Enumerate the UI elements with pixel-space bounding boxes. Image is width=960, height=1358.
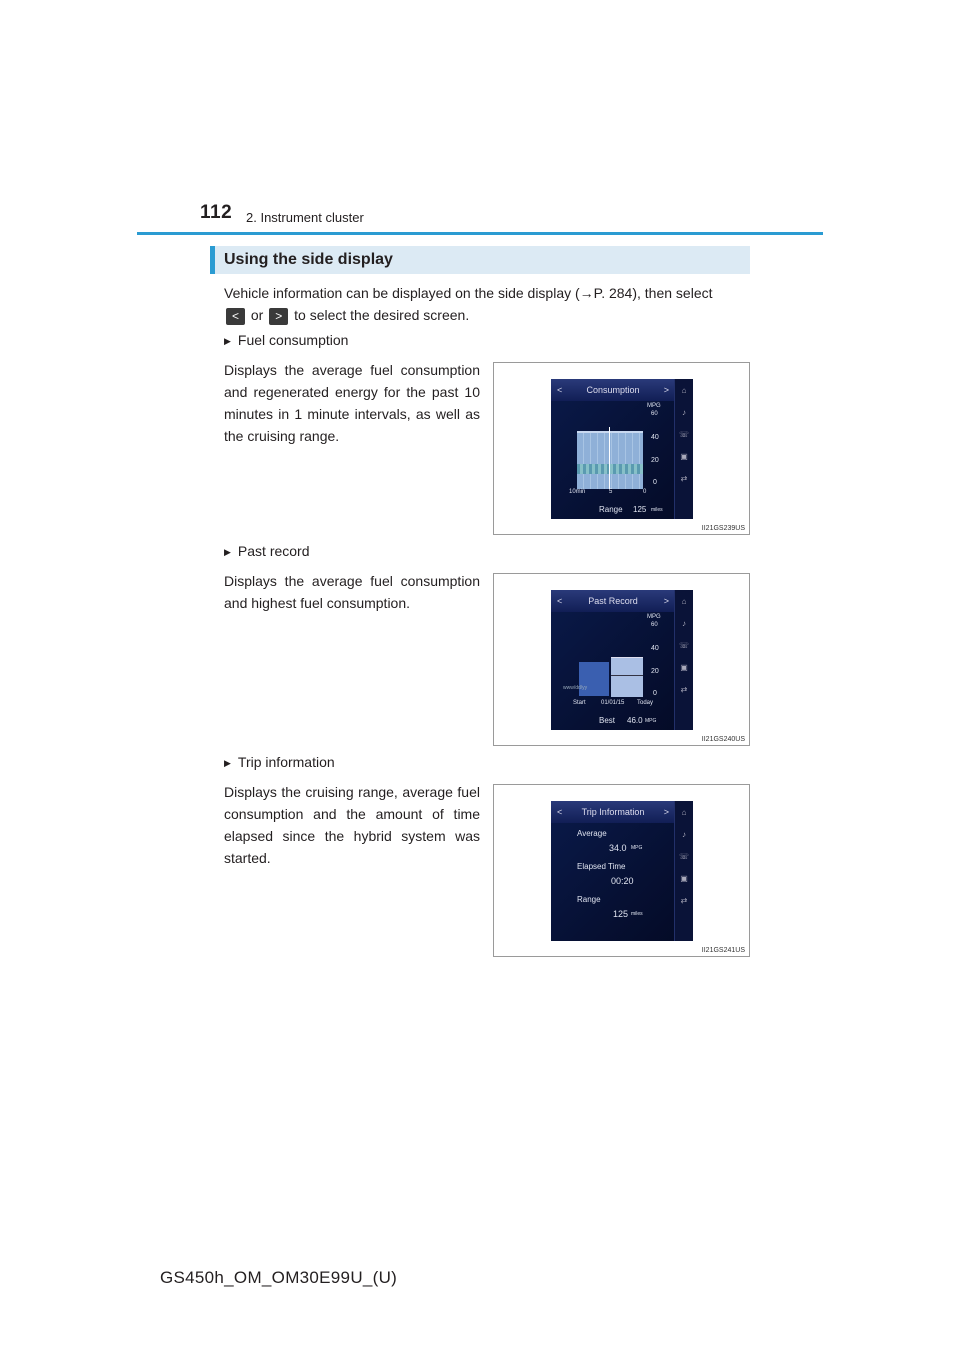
intro-part1: Vehicle information can be displayed on the side display ( xyxy=(224,285,580,301)
side-menu xyxy=(674,379,693,519)
swap-icon: ⇄ xyxy=(680,685,688,694)
chevron-left-icon: < xyxy=(557,596,563,606)
figure-past-record xyxy=(493,573,750,746)
intro-text xyxy=(224,282,748,326)
y-tick: 60 xyxy=(651,622,658,628)
y-tick: 40 xyxy=(651,645,659,652)
figure-consumption xyxy=(493,362,750,535)
average-label: Average xyxy=(577,829,607,838)
section-title: Using the side display xyxy=(224,251,393,268)
elapsed-value: 00:20 xyxy=(611,876,634,886)
chevron-right-icon: > xyxy=(663,807,669,817)
phone-icon: ☏ xyxy=(678,641,689,650)
swap-icon: ⇄ xyxy=(680,474,688,483)
intro-part3: to select the desired screen. xyxy=(294,307,470,323)
avg-line xyxy=(611,675,643,676)
y-tick: 40 xyxy=(651,434,659,441)
screen-topbar xyxy=(551,379,675,401)
music-icon: ♪ xyxy=(682,830,686,839)
bullet-fuel-consumption xyxy=(224,332,348,348)
regen-band xyxy=(577,464,643,474)
average-unit: MPG xyxy=(631,845,643,851)
y-tick: 20 xyxy=(651,668,659,675)
side-menu xyxy=(674,801,693,941)
average-value: 34.0 xyxy=(609,843,627,853)
y-tick: 0 xyxy=(653,479,657,486)
vehicle-info-icon: ▣ xyxy=(680,452,688,461)
range-label: Range xyxy=(577,895,601,904)
arrow-icon: → xyxy=(579,285,594,301)
bullet-label: Trip information xyxy=(237,754,335,770)
x-tick: 0 xyxy=(643,489,647,495)
x-tick: 01/01/15 xyxy=(601,700,625,706)
desc-fuel-consumption: Displays the average fuel consumption and regenerated energy for the past 10 minutes in 1 minute intervals, as well as the cruising range. xyxy=(224,362,480,444)
range-label: Range xyxy=(599,505,623,514)
unit-label: MPG xyxy=(647,614,661,620)
music-icon: ♪ xyxy=(682,619,686,628)
swap-icon: ⇄ xyxy=(680,896,688,905)
past-record-screen xyxy=(551,590,693,730)
y-tick: 60 xyxy=(651,411,658,417)
x-tick: Start xyxy=(573,700,586,706)
page-number: 112 xyxy=(200,202,233,223)
chevron-right-icon: > xyxy=(663,385,669,395)
bullet-label: Fuel consumption xyxy=(237,332,349,348)
range-unit: miles xyxy=(651,507,663,513)
best-value: 46.0 xyxy=(627,716,643,725)
intro-or: or xyxy=(250,307,264,323)
right-button-icon: > xyxy=(269,308,288,325)
chevron-left-icon: < xyxy=(557,807,563,817)
header-rule xyxy=(137,232,823,235)
screen-title: Past Record xyxy=(588,596,638,606)
vehicle-info-icon: ▣ xyxy=(680,874,688,883)
desc-trip-information: Displays the cruising range, average fuel consumption and the amount of time elapsed since the hybrid system was started. xyxy=(224,784,480,866)
y-tick: 0 xyxy=(653,690,657,697)
screen-topbar xyxy=(551,590,675,612)
screen-topbar xyxy=(551,801,675,823)
home-icon: ⌂ xyxy=(681,386,687,395)
music-icon: ♪ xyxy=(682,408,686,417)
best-unit: MPG xyxy=(645,718,657,724)
chapter-title: 2. Instrument cluster xyxy=(246,210,364,225)
range-value: 125 xyxy=(633,505,647,514)
section-header xyxy=(210,246,750,274)
trip-info-screen xyxy=(551,801,693,941)
range-value: 125 xyxy=(613,909,629,919)
date-label: www/dd/yy xyxy=(563,685,588,691)
screen-title: Trip Information xyxy=(581,807,645,817)
x-tick: Today xyxy=(637,700,654,706)
left-button-icon: < xyxy=(226,308,245,325)
bullet-triangle-icon: ▶ xyxy=(224,758,231,768)
now-line xyxy=(609,427,610,489)
bullet-triangle-icon: ▶ xyxy=(224,336,231,346)
footer-model: GS450h_OM_OM30E99U_(U) xyxy=(160,1268,398,1287)
home-icon: ⌂ xyxy=(681,808,687,817)
intro-part2: P. 284), then select xyxy=(593,285,713,301)
x-tick: 5 xyxy=(609,489,613,495)
bar-chart xyxy=(577,431,643,489)
figure-code: II21GS240US xyxy=(701,736,745,743)
best-label: Best xyxy=(599,716,616,725)
screen-title: Consumption xyxy=(586,385,640,395)
x-tick: 10min xyxy=(569,489,586,495)
side-menu xyxy=(674,590,693,730)
chevron-left-icon: < xyxy=(557,385,563,395)
vehicle-info-icon: ▣ xyxy=(680,663,688,672)
bullet-past-record xyxy=(224,543,310,559)
bullet-label: Past record xyxy=(237,543,310,559)
unit-label: MPG xyxy=(647,403,661,409)
desc-past-record: Displays the average fuel consumption and highest fuel consumption. xyxy=(224,573,480,611)
figure-trip-information xyxy=(493,784,750,957)
bullet-triangle-icon: ▶ xyxy=(224,547,231,557)
today-bar xyxy=(611,657,643,697)
figure-code: II21GS241US xyxy=(701,947,745,954)
phone-icon: ☏ xyxy=(678,430,689,439)
bullet-trip-information xyxy=(224,754,335,770)
range-unit: miles xyxy=(631,911,643,917)
phone-icon: ☏ xyxy=(678,852,689,861)
elapsed-label: Elapsed Time xyxy=(577,862,626,871)
figure-code: II21GS239US xyxy=(701,525,745,532)
y-tick: 20 xyxy=(651,457,659,464)
chevron-right-icon: > xyxy=(663,596,669,606)
home-icon: ⌂ xyxy=(681,597,687,606)
consumption-screen xyxy=(551,379,693,519)
